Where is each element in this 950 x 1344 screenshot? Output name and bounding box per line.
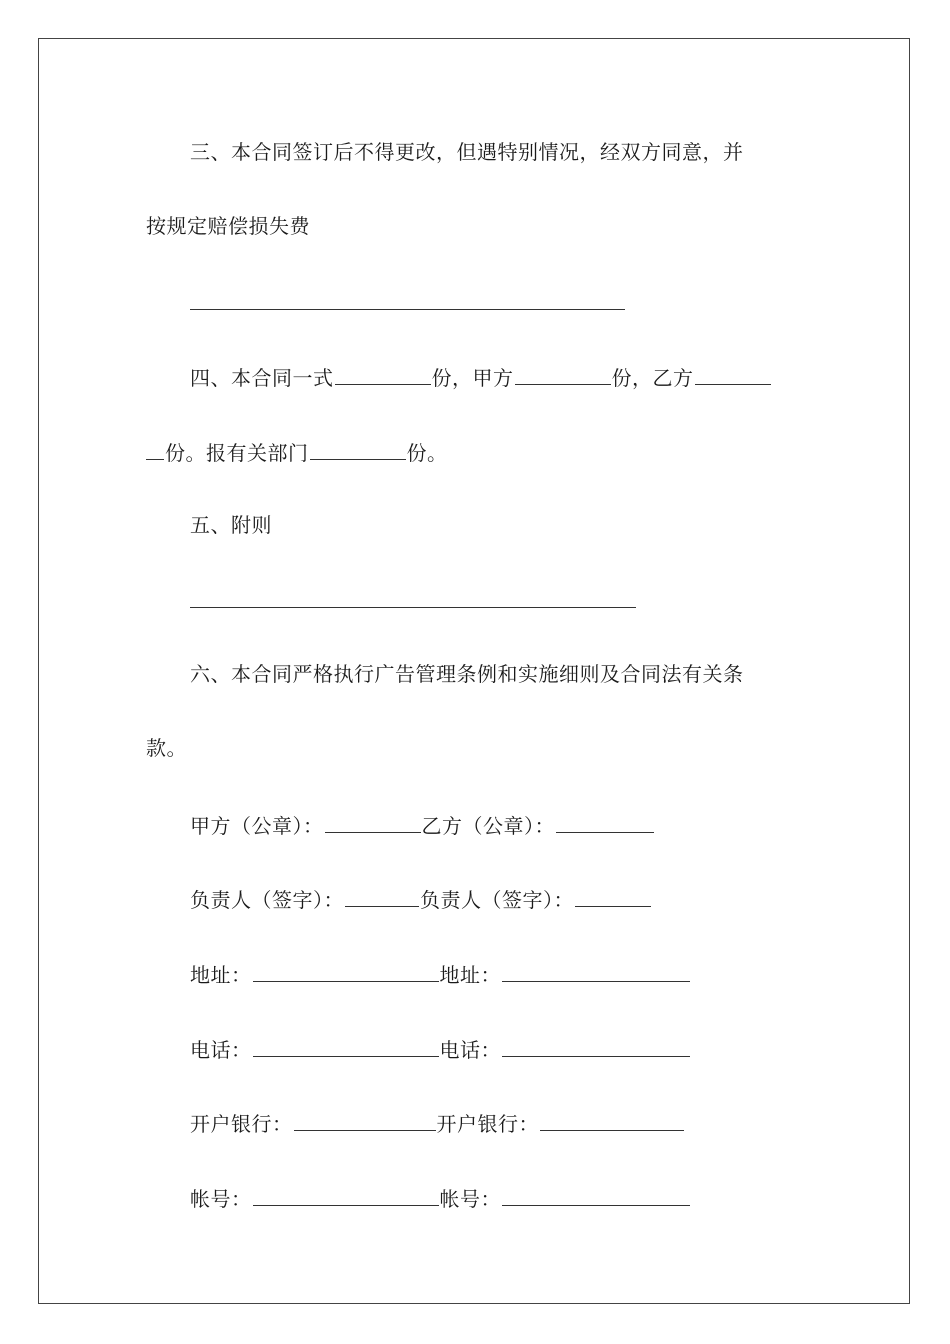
clause-5-title: 五、附则 [190, 513, 272, 537]
person-in-charge-row [190, 884, 652, 914]
person-in-charge-b-label: 负责人（签字）： [420, 888, 574, 912]
party-b-copies-blank[interactable] [695, 362, 771, 385]
address-a-label: 地址： [190, 963, 252, 987]
phone-b-blank[interactable] [502, 1034, 690, 1057]
bank-row [190, 1108, 685, 1138]
clause-4-party-a-label: 份，甲方 [431, 366, 514, 390]
clause-6-line-1: 六、本合同严格执行广告管理条例和实施细则及合同法有关条 [190, 662, 744, 686]
seal-row [190, 810, 655, 840]
party-a-seal-blank[interactable] [325, 810, 421, 833]
person-in-charge-a-label: 负责人（签字）： [190, 888, 344, 912]
clause-6-line-2: 款。 [146, 736, 187, 760]
dept-copies-blank[interactable] [310, 437, 406, 460]
phone-a-label: 电话： [190, 1038, 252, 1062]
address-row [190, 959, 691, 989]
phone-a-blank[interactable] [253, 1034, 439, 1057]
person-in-charge-a-blank[interactable] [345, 884, 419, 907]
clause-4-line-2 [146, 437, 448, 467]
appendix-blank[interactable] [190, 607, 636, 608]
clause-4-end: 份。 [406, 441, 448, 465]
bank-b-blank[interactable] [540, 1108, 684, 1131]
party-a-seal-label: 甲方（公章）： [190, 814, 324, 838]
clause-3-line-2: 按规定赔偿损失费 [146, 214, 310, 238]
compensation-blank[interactable] [190, 309, 625, 310]
account-row [190, 1183, 691, 1213]
address-a-blank[interactable] [253, 959, 439, 982]
bank-b-label: 开户银行： [436, 1112, 539, 1136]
party-b-copies-blank-cont[interactable] [146, 437, 164, 460]
person-in-charge-b-blank[interactable] [575, 884, 651, 907]
clause-4-dept-label: 份。报有关部门 [165, 441, 309, 465]
bank-a-blank[interactable] [294, 1108, 436, 1131]
clause-4-copies-label: 四、本合同一式 [190, 366, 334, 390]
phone-b-label: 电话： [439, 1038, 501, 1062]
phone-row [190, 1034, 691, 1064]
clause-4-party-b-label: 份，乙方 [611, 366, 694, 390]
account-a-blank[interactable] [253, 1183, 439, 1206]
party-b-seal-blank[interactable] [556, 810, 654, 833]
party-b-seal-label: 乙方（公章）： [421, 814, 555, 838]
party-a-copies-blank[interactable] [515, 362, 611, 385]
address-b-blank[interactable] [502, 959, 690, 982]
account-a-label: 帐号： [190, 1187, 252, 1211]
address-b-label: 地址： [439, 963, 501, 987]
total-copies-blank[interactable] [335, 362, 431, 385]
clause-4-line-1 [190, 362, 772, 392]
clause-3-line-1: 三、本合同签订后不得更改，但遇特别情况，经双方同意，并 [190, 140, 744, 164]
account-b-label: 帐号： [439, 1187, 501, 1211]
account-b-blank[interactable] [502, 1183, 690, 1206]
bank-a-label: 开户银行： [190, 1112, 293, 1136]
